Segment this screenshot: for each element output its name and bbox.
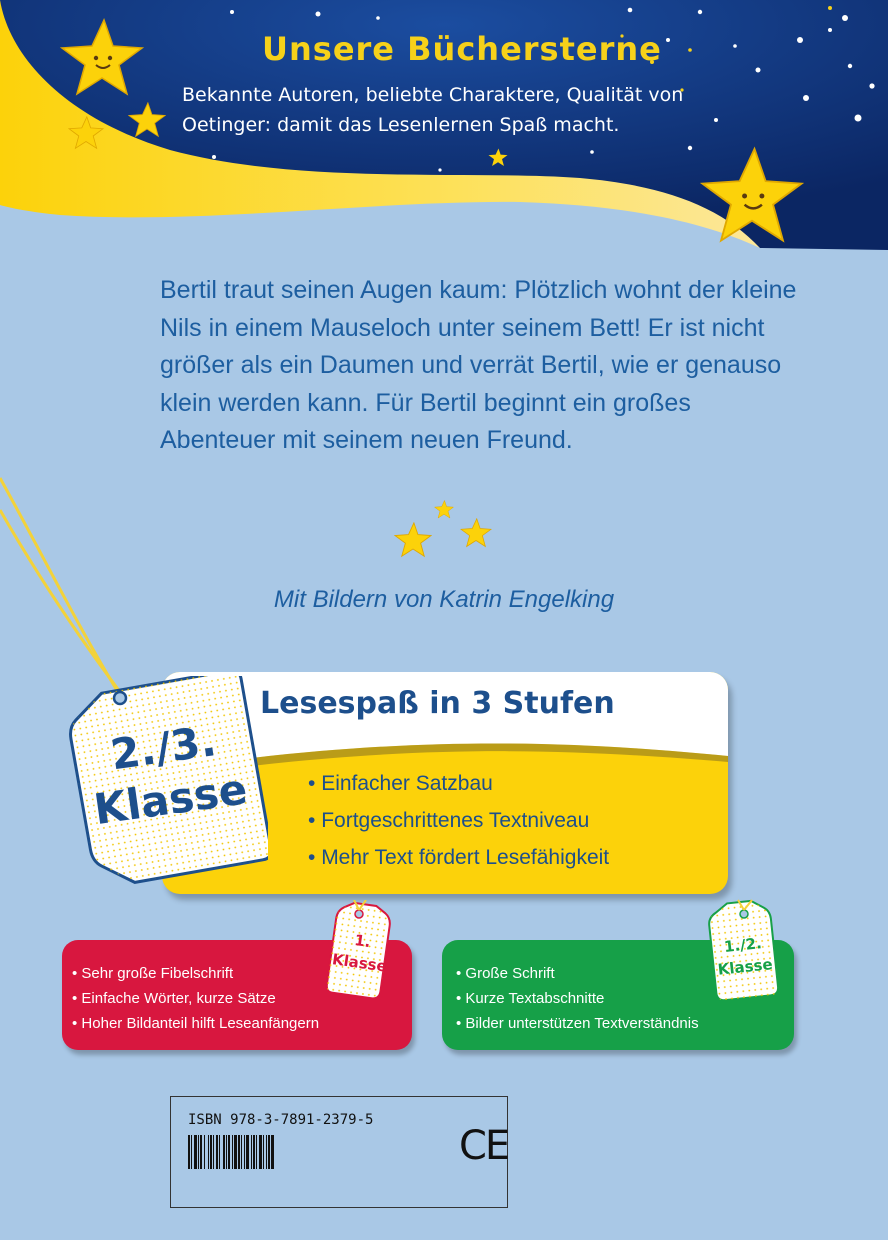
barcode-bar: [208, 1135, 209, 1169]
barcode-bar: [253, 1135, 255, 1169]
barcode-bar: [259, 1135, 262, 1169]
barcode-bar: [271, 1135, 274, 1169]
grade-tag-level2: [700, 898, 786, 1002]
barcode-bar: [228, 1135, 230, 1169]
isbn-barcode-box: [170, 1096, 508, 1208]
barcode-bar: [251, 1135, 252, 1169]
level2-feature-list: [456, 964, 699, 1039]
barcode-bar: [238, 1135, 240, 1169]
barcode-bar: [219, 1135, 220, 1169]
star-icon: [488, 148, 508, 167]
barcode-bar: [268, 1135, 270, 1169]
smiling-star-icon: [60, 18, 144, 98]
list-item: • Einfache Wörter, kurze Sätze: [72, 990, 276, 1007]
barcode-bar: [256, 1135, 257, 1169]
barcode-bar: [226, 1135, 227, 1169]
barcode-bar: [223, 1135, 225, 1169]
list-item: • Fortgeschrittenes Textniveau: [308, 809, 590, 832]
series-title: Unsere Büchersterne: [262, 30, 662, 68]
book-blurb: Bertil traut seinen Augen kaum: Plötzlich wohnt der kleine Nils in einem Mauseloch unter seinem Bett! Er ist nicht größer als ein Daumen und verrät Bertil, wie er genauso klein werden kann. Für Bertil beginnt ein großes Abenteuer mit seinem neuen Freund.: [160, 276, 797, 454]
ce-mark: CE: [459, 1123, 509, 1169]
illustrator-credit: Mit Bildern von Katrin Engelking: [273, 586, 615, 613]
barcode-bar: [210, 1135, 212, 1169]
grade-tag-label: 1. Klasse: [331, 931, 388, 976]
grade-tag-label: 1./2. Klasse: [716, 934, 774, 979]
smiling-star-icon: [700, 146, 804, 246]
isbn-number: ISBN 978-3-7891-2379-5: [188, 1112, 374, 1128]
grade-tag: [58, 676, 268, 890]
barcode-bar: [263, 1135, 264, 1169]
level1-feature-list: [72, 964, 319, 1039]
star-icon: [394, 522, 432, 558]
barcode-bar: [216, 1135, 218, 1169]
barcode-bar: [241, 1135, 242, 1169]
list-item: • Kurze Textabschnitte: [456, 990, 605, 1007]
barcode-bar: [232, 1135, 233, 1169]
star-icon: [434, 500, 454, 519]
list-item: • Mehr Text fördert Lesefähigkeit: [308, 846, 610, 869]
barcode-bar: [200, 1135, 202, 1169]
list-item: • Sehr große Fibelschrift: [72, 965, 234, 982]
barcode-bar: [246, 1135, 249, 1169]
grade-tag-level1: [318, 900, 400, 1000]
list-item: • Große Schrift: [456, 965, 555, 982]
star-icon: [68, 116, 104, 150]
barcode-bar: [266, 1135, 267, 1169]
barcode: [188, 1135, 358, 1169]
grade-tag-label: 2./3. Klasse: [90, 716, 251, 835]
barcode-bar: [213, 1135, 214, 1169]
list-item: • Hoher Bildanteil hilft Leseanfängern: [72, 1015, 320, 1032]
star-icon: [460, 518, 492, 548]
barcode-bar: [194, 1135, 197, 1169]
star-icon: [128, 102, 166, 138]
series-subtitle: Bekannte Autoren, beliebte Charaktere, Qualität von Oetinger: damit das Lesenlernen Spaß macht.: [182, 84, 684, 136]
level-box-title: Lesespaß in 3 Stufen: [260, 686, 615, 721]
list-item: • Einfacher Satzbau: [308, 772, 493, 795]
barcode-bar: [198, 1135, 199, 1169]
level-feature-list: [308, 770, 609, 881]
barcode-bar: [204, 1135, 205, 1169]
barcode-bar: [244, 1135, 245, 1169]
barcode-bar: [188, 1135, 190, 1169]
tag-string: [0, 470, 140, 710]
list-item: • Bilder unterstützen Textverständnis: [456, 1015, 699, 1032]
barcode-bar: [191, 1135, 192, 1169]
barcode-bar: [234, 1135, 237, 1169]
